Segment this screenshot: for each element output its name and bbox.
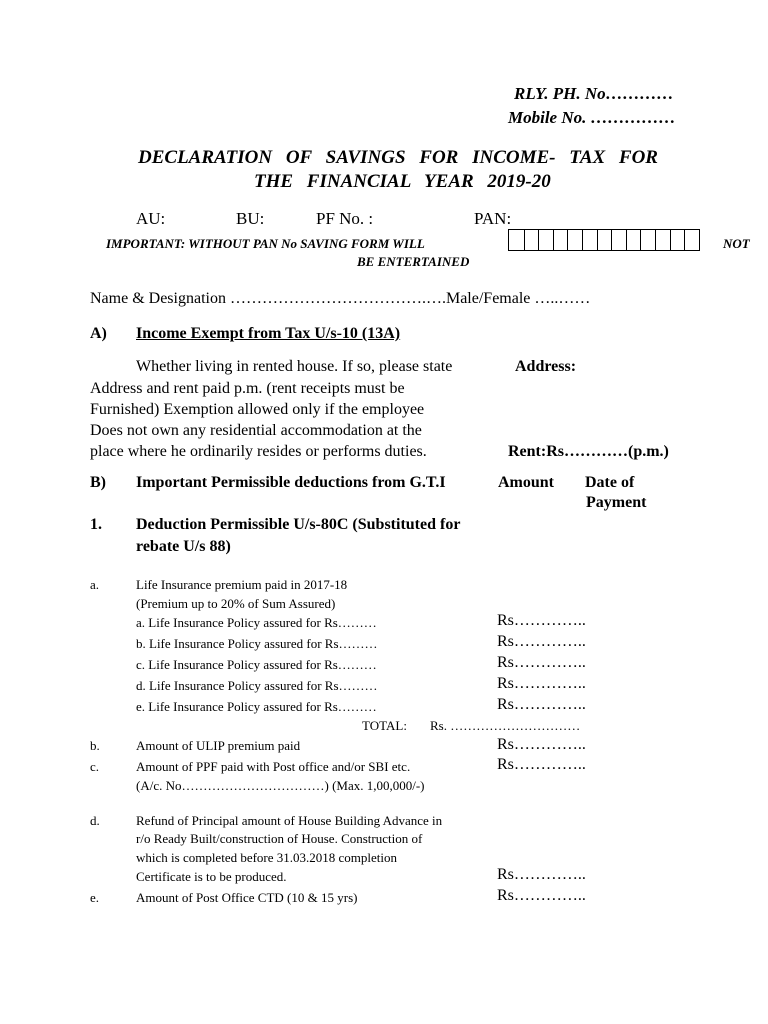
item-c-marker: c. <box>90 759 100 774</box>
section-a-para-line: Address and rent paid p.m. (rent receipts must be <box>90 380 405 397</box>
item-a-line-1: Life Insurance premium paid in 2017-18 <box>136 577 348 592</box>
address-label: Address: <box>515 358 577 375</box>
item-b-label: Amount of ULIP premium paid <box>136 738 301 753</box>
pan-box[interactable] <box>524 230 539 250</box>
policy-row-amount[interactable]: Rs………….. <box>497 675 586 692</box>
au-label: AU: <box>136 209 166 228</box>
item-e-marker: e. <box>90 890 100 905</box>
pan-box[interactable] <box>597 230 612 250</box>
policy-row-amount[interactable]: Rs………….. <box>497 633 586 650</box>
section-a-para-line: Does not own any residential accommodation at the <box>90 422 422 439</box>
item-c-amount[interactable]: Rs………….. <box>497 756 586 773</box>
pan-box[interactable] <box>626 230 641 250</box>
item-b-marker: b. <box>90 738 100 753</box>
policy-row-label: a. Life Insurance Policy assured for Rs……… <box>136 615 377 630</box>
pf-number-label: PF No. : <box>316 209 374 228</box>
section-a-para-line: Furnished) Exemption allowed only if the employee <box>90 401 425 418</box>
pan-box[interactable] <box>670 230 685 250</box>
pan-box[interactable] <box>582 230 597 250</box>
item-d-amount[interactable]: Rs………….. <box>497 866 586 883</box>
item-b-amount[interactable]: Rs………….. <box>497 736 586 753</box>
policy-row-amount[interactable]: Rs………….. <box>497 654 586 671</box>
section-1-heading: Deduction Permissible U/s-80C (Substituted for <box>136 516 461 533</box>
policy-row-label: c. Life Insurance Policy assured for Rs……… <box>136 657 377 672</box>
form-title-line-1: DECLARATION OF SAVINGS FOR INCOME- TAX FOR <box>138 147 658 168</box>
date-column-header-2: Payment <box>586 494 647 511</box>
item-d-marker: d. <box>90 813 100 828</box>
total-value: Rs. ………………………… <box>430 718 581 733</box>
pan-box[interactable] <box>509 230 524 250</box>
important-note-not: NOT <box>723 236 750 251</box>
item-e-amount[interactable]: Rs………….. <box>497 887 586 904</box>
pan-box[interactable] <box>611 230 626 250</box>
mobile-label: Mobile No. …………… <box>508 108 676 127</box>
pan-entry-boxes[interactable] <box>508 229 700 251</box>
rly-phone-label: RLY. PH. No………… <box>514 84 674 103</box>
section-1-heading-2: rebate U/s 88) <box>136 538 231 555</box>
pan-label: PAN: <box>474 209 512 228</box>
pan-box[interactable] <box>538 230 553 250</box>
date-column-header: Date of <box>585 474 635 491</box>
item-d-line: which is completed before 31.03.2018 completion <box>136 850 398 865</box>
section-a-para-line: place where he ordinarily resides or performs duties. <box>90 443 427 460</box>
item-c-line-1: Amount of PPF paid with Post office and/or SBI etc. <box>136 759 411 774</box>
pan-box[interactable] <box>553 230 568 250</box>
item-c-line-2: (A/c. No……………………………) (Max. 1,00,000/-) <box>136 778 425 793</box>
name-designation-line: Name & Designation ……………………………….….Male/Female …..…… <box>90 290 591 307</box>
policy-row-amount[interactable]: Rs………….. <box>497 612 586 629</box>
section-a-para-line: Whether living in rented house. If so, please state <box>136 358 453 375</box>
section-1-marker: 1. <box>90 516 102 533</box>
pan-box[interactable] <box>655 230 670 250</box>
policy-row-label: d. Life Insurance Policy assured for Rs……… <box>136 678 378 693</box>
important-note-line-1: IMPORTANT: WITHOUT PAN No SAVING FORM WILL <box>106 236 425 251</box>
policy-row-amount[interactable]: Rs………….. <box>497 696 586 713</box>
section-b-heading: Important Permissible deductions from G.T.I <box>136 474 446 491</box>
item-d-line: Refund of Principal amount of House Building Advance in <box>136 813 443 828</box>
policy-row-label: e. Life Insurance Policy assured for Rs……… <box>136 699 377 714</box>
pan-box[interactable] <box>640 230 655 250</box>
important-note-line-2: BE ENTERTAINED <box>357 254 470 269</box>
item-e-label: Amount of Post Office CTD (10 & 15 yrs) <box>136 890 358 905</box>
rent-label: Rent:Rs…………(p.m.) <box>508 443 669 460</box>
item-d-line: Certificate is to be produced. <box>136 869 287 884</box>
pan-box[interactable] <box>684 230 699 250</box>
item-a-marker: a. <box>90 577 100 592</box>
section-a-marker: A) <box>90 325 107 342</box>
item-d-line: r/o Ready Built/construction of House. Construction of <box>136 831 423 846</box>
pan-box[interactable] <box>567 230 582 250</box>
amount-column-header: Amount <box>498 474 555 491</box>
item-a-line-2: (Premium up to 20% of Sum Assured) <box>136 596 336 611</box>
section-b-marker: B) <box>90 474 106 491</box>
total-label: TOTAL: <box>362 718 407 733</box>
section-a-heading: Income Exempt from Tax U/s-10 (13A) <box>136 325 401 342</box>
bu-label: BU: <box>236 209 265 228</box>
form-title-line-2: THE FINANCIAL YEAR 2019-20 <box>254 171 551 192</box>
policy-row-label: b. Life Insurance Policy assured for Rs……… <box>136 636 378 651</box>
